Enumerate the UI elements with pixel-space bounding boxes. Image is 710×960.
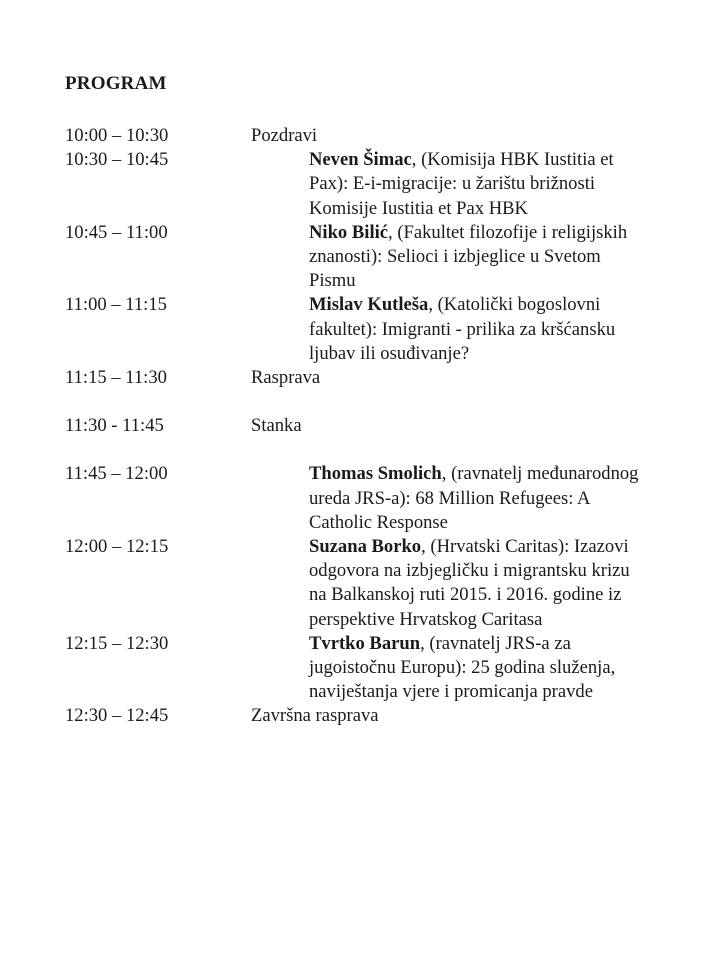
talk-description: , (ravnatelj međunarodnog ureda JRS-a): 68 Million Refugees: A Catholic Response — [309, 463, 639, 533]
talk-description: , (Komisija HBK Iustitia et Pax): E-i-migracije: u žarištu brižnosti Komisije Iustitia et Pax HBK — [309, 149, 614, 219]
time-slot: 12:00 – 12:15 — [65, 536, 169, 558]
talk-description: , (Katolički bogoslovni fakultet): Imigranti - prilika za kršćansku ljubav ili osuđivanje? — [309, 294, 616, 364]
schedule-row — [65, 704, 685, 728]
talk-entry — [309, 632, 649, 705]
schedule-row — [65, 221, 685, 294]
talk-description: , (Hrvatski Caritas): Izazovi odgovora na izbjegličku i migrantsku krizu na Balkanskoj ruti 2015. i 2016. godine iz perspektive Hrvatskog Caritasa — [309, 536, 630, 630]
speaker-name: Neven Šimac — [309, 149, 412, 171]
schedule-row — [65, 366, 685, 390]
time-slot: 10:00 – 10:30 — [65, 125, 169, 146]
talk-entry — [309, 148, 649, 221]
talk-entry — [309, 535, 649, 632]
schedule-row — [65, 124, 685, 148]
talk-entry — [309, 221, 649, 294]
speaker-name: Suzana Borko — [309, 536, 422, 558]
speaker-name: Niko Bilić — [309, 221, 389, 243]
talk-entry — [309, 462, 649, 535]
time-slot: 11:45 – 12:00 — [65, 463, 168, 485]
time-slot: 10:30 – 10:45 — [65, 149, 169, 171]
speaker-name: Tvrtko Barun — [309, 632, 421, 654]
schedule-row — [65, 293, 685, 366]
schedule-row — [65, 632, 685, 705]
program-schedule — [65, 124, 685, 729]
time-slot: 12:15 – 12:30 — [65, 632, 169, 654]
page-title: PROGRAM — [65, 73, 167, 94]
session-label: Pozdravi — [251, 125, 318, 146]
talk-description: , (ravnatelj JRS-a za jugoistočnu Europu): 25 godina služenja, naviještanja vjere i promicanja pravde — [309, 632, 616, 703]
session-label: Rasprava — [251, 367, 321, 389]
time-slot: 12:30 – 12:45 — [65, 705, 169, 727]
session-label: Završna rasprava — [251, 705, 379, 727]
schedule-row — [65, 462, 685, 535]
schedule-row — [65, 148, 685, 221]
talk-description: , (Fakultet filozofije i religijskih znanosti): Selioci i izbjeglice u Svetom Pismu — [309, 221, 628, 292]
schedule-row — [65, 535, 685, 632]
time-slot: 11:00 – 11:15 — [65, 294, 167, 316]
speaker-name: Mislav Kutleša — [309, 294, 429, 316]
talk-entry — [309, 293, 649, 366]
session-label: Stanka — [251, 415, 302, 437]
time-slot: 11:30 - 11:45 — [65, 415, 164, 437]
schedule-row — [65, 414, 685, 438]
speaker-name: Thomas Smolich — [309, 463, 442, 485]
time-slot: 10:45 – 11:00 — [65, 221, 168, 243]
time-slot: 11:15 – 11:30 — [65, 367, 167, 389]
